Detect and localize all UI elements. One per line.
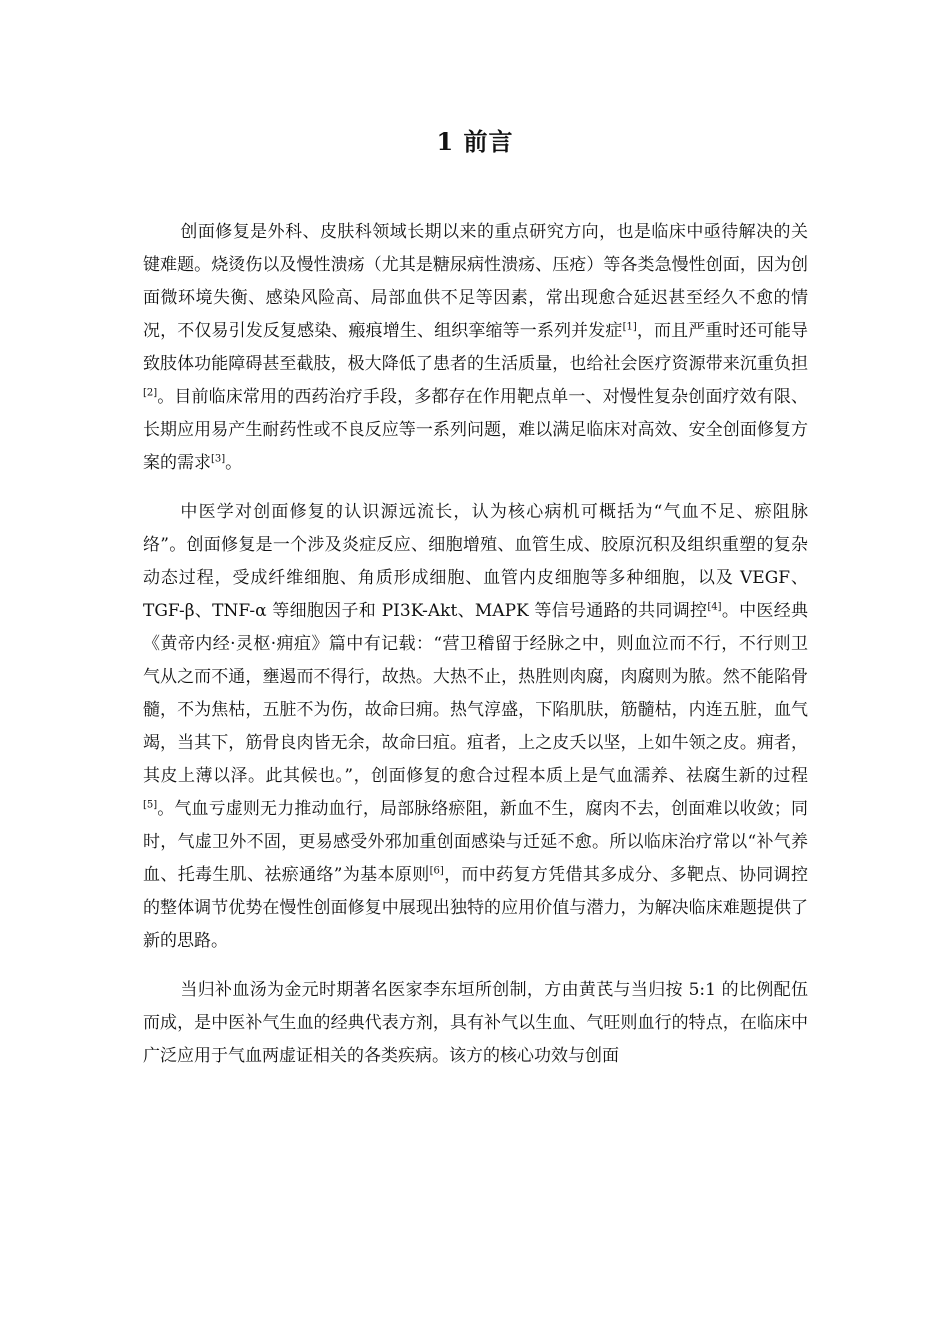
citation-6: [6] [429,865,444,877]
citation-2: [2] [143,387,158,399]
paragraph-3-text: 当归补血汤为金元时期著名医家李东垣所创制，方由黄芪与当归按 5:1 的比例配伍而成，是中医补气生血的经典代表方剂，具有补气以生血、气旺则血行的特点，在临床中广泛应用于气血两虚证相关的各类疾病。该方的核心功效与创面 [143,980,808,1066]
paragraph-1-text: 创面修复是外科、皮肤科领域长期以来的重点研究方向，也是临床中亟待解决的关键难题。烧烫伤以及慢性溃疡（尤其是糖尿病性溃疡、压疮）等各类急慢性创面，因为创面微环境失衡、感染风险高、局部血供不足等因素，常出现愈合延迟甚至经久不愈的情况，不仅易引发反复感染、瘢痕增生、组织挛缩等一系列并发症 [143,222,808,341]
paragraph-2 [143,496,808,958]
section-heading: 1 前言 [436,127,514,156]
paragraph-1 [143,216,808,480]
paragraph-2-text: 。中医经典《黄帝内经·灵枢·痈疽》篇中有记载：“营卫稽留于经脉之中，则血泣而不行，不行则卫气从之而不通，壅遏而不得行，故热。大热不止，热胜则肉腐，肉腐则为脓。然不能陷骨髓，不为焦枯，五脏不为伤，故命曰痈。热气淳盛，下陷肌肤，筋髓枯，内连五脏，血气竭，当其下，筋骨良肉皆无余，故命曰疽。疽者，上之皮夭以坚，上如牛领之皮。痈者，其皮上薄以泽。此其候也。”，创面修复的愈合过程本质上是气血濡养、祛腐生新的过程 [143,601,808,786]
paragraph-1-text: ，而且严重时还可能导致肢体功能障碍甚至截肢，极大降低了患者的生活质量，也给社会医疗资源带来沉重负担 [143,321,809,374]
paragraph-2-text: 。气血亏虚则无力推动血行，局部脉络瘀阻，新血不生，腐肉不去，创面难以收敛；同时，气虚卫外不固，更易感受外邪加重创面感染与迁延不愈。所以临床治疗常以“补气养血、托毒生肌、祛瘀通络”为基本原则 [143,799,808,885]
paragraph-2-text: ，而中药复方凭借其多成分、多靶点、协同调控的整体调节优势在慢性创面修复中展现出独特的应用价值与潜力，为解决临床难题提供了新的思路。 [143,865,808,951]
paragraph-2-text: 中医学对创面修复的认识源远流长，认为核心病机可概括为“气血不足、瘀阻脉络”。创面修复是一个涉及炎症反应、细胞增殖、血管生成、胶原沉积及组织重塑的复杂动态过程，受成纤维细胞、角质形成细胞、血管内皮细胞等多种细胞，以及 VEGF、TGF-β、TNF-α 等细胞因子和 PI3K-Akt、MAPK 等信号通路的共同调控 [143,502,808,621]
citation-3: [3] [211,453,226,465]
citation-4: [4] [707,601,722,613]
paragraph-3 [143,974,808,1073]
citation-5: [5] [143,799,158,811]
paragraph-1-text: 。 [225,453,243,473]
citation-1: [1] [622,321,637,333]
section-body [143,216,808,1073]
paragraph-1-text: 。目前临床常用的西药治疗手段，多都存在作用靶点单一、对慢性复杂创面疗效有限、长期应用易产生耐药性或不良反应等一系列问题，难以满足临床对高效、安全创面修复方案的需求 [143,387,808,473]
